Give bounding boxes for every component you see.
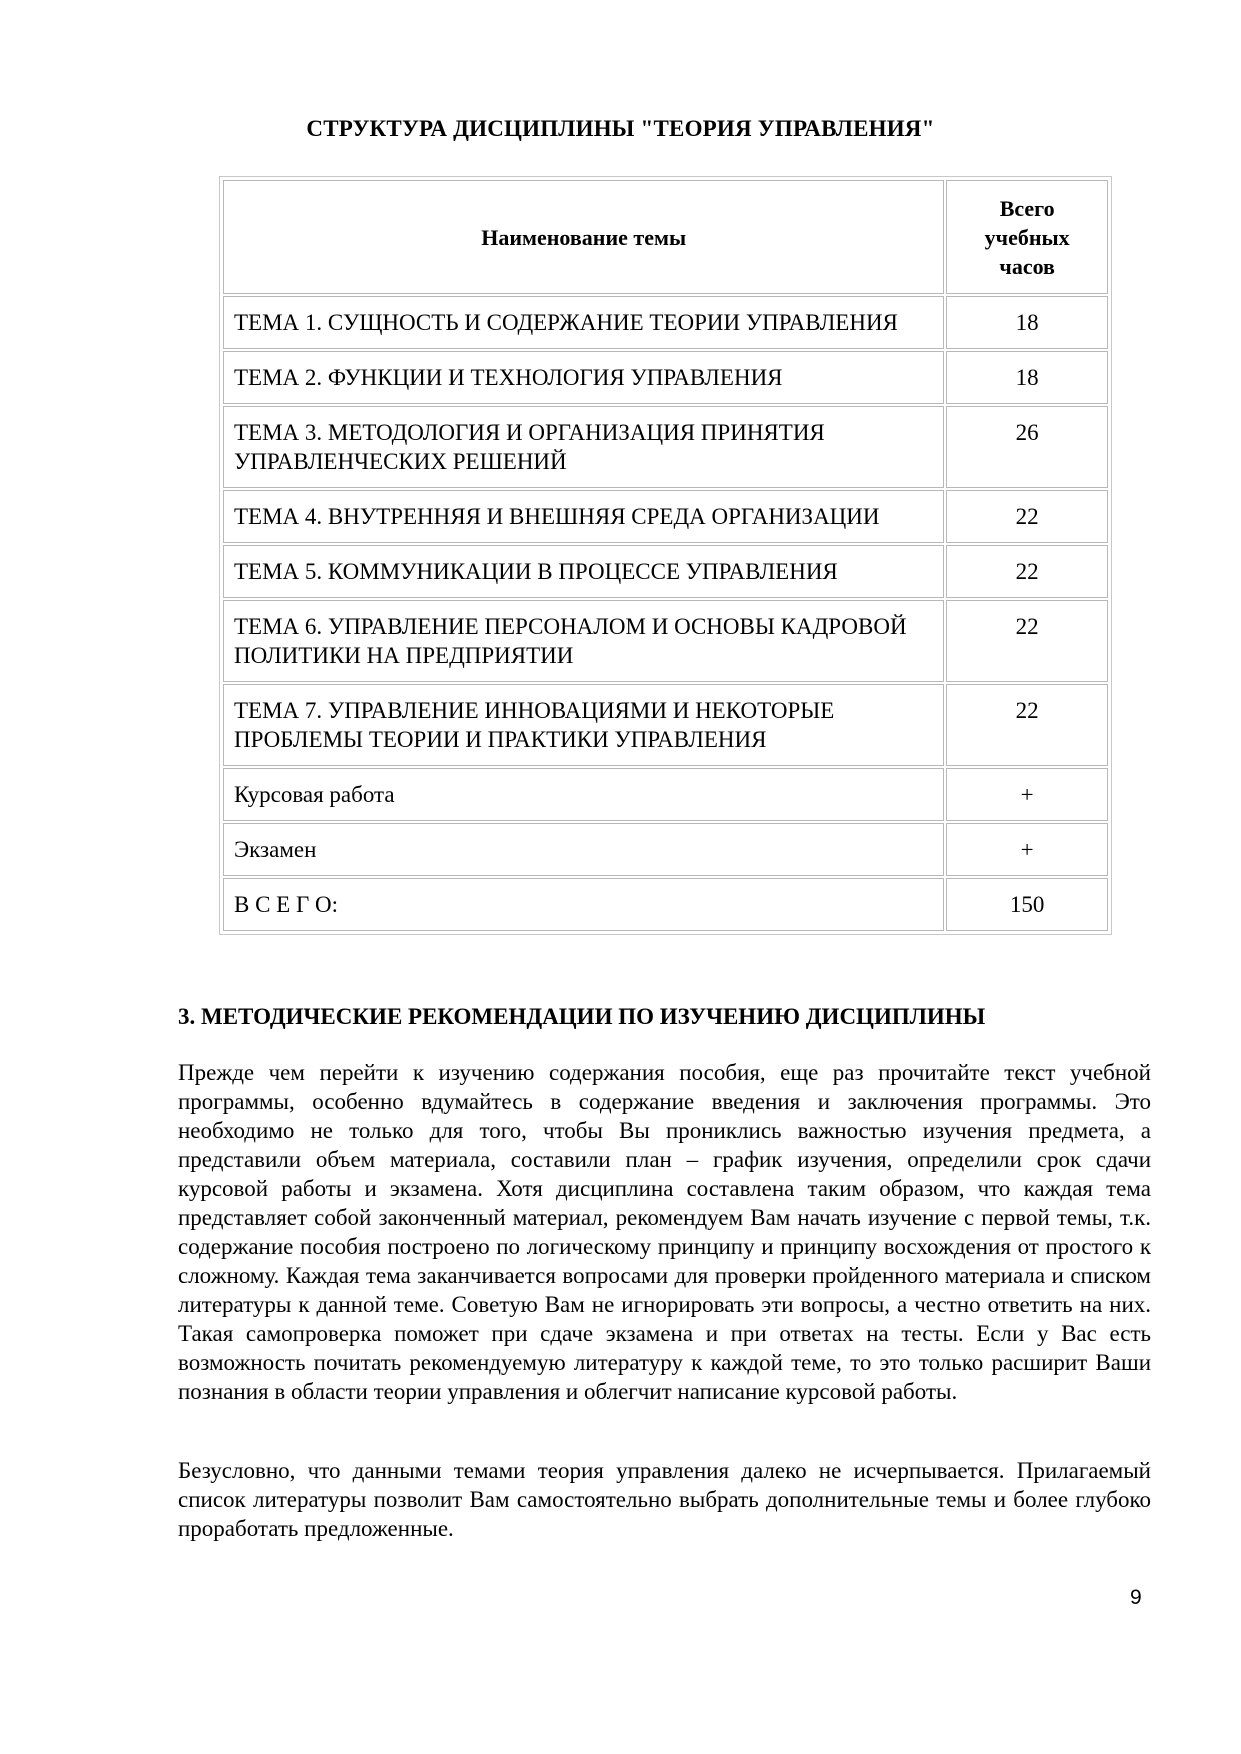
table-row [223,684,1108,766]
table-header-row [223,180,1108,294]
hours-cell: 26 [946,406,1108,488]
total-hours-cell: 150 [946,878,1108,931]
header-total-hours: Всего учебных часов [946,180,1108,294]
hours-cell: 22 [946,545,1108,598]
topic-name-cell: Экзамен [223,823,944,876]
table-total-row [223,878,1108,931]
page-number: 9 [1130,1586,1142,1609]
hours-cell: + [946,823,1108,876]
topic-name-cell: ТЕМА 5. КОММУНИКАЦИИ В ПРОЦЕССЕ УПРАВЛЕНИЯ [223,545,944,598]
hours-cell: 18 [946,296,1108,349]
table-row [223,490,1108,543]
topic-name-cell: ТЕМА 2. ФУНКЦИИ И ТЕХНОЛОГИЯ УПРАВЛЕНИЯ [223,351,944,404]
page-title: СТРУКТУРА ДИСЦИПЛИНЫ "ТЕОРИЯ УПРАВЛЕНИЯ" [306,116,935,141]
topic-name-cell: Курсовая работа [223,768,944,821]
paragraph-recommendations: Прежде чем перейти к изучению содержания пособия, еще раз прочитайте текст учебной программы, особенно вдумайтесь в содержание введения и заключения программы. Это необходимо не только для того, чтобы Вы прониклись важностью изучения предмета, а представили объем материала, составили план – график изучения, определили срок сдачи курсовой работы и экзамена. Хотя дисциплина составлена таким образом, что каждая тема представляет собой законченный материал, рекомендуем Вам начать изучение с первой темы, т.к. содержание пособия построено по логическому принципу и принципу восхождения от простого к сложному. Каждая тема заканчивается вопросами для проверки пройденного материала и списком литературы к данной теме. Советую Вам не игнорировать эти вопросы, а честно ответить на них. Такая самопроверка поможет при сдаче экзамена и при ответах на тесты. Если у Вас есть возможность почитать рекомендуемую литературу к каждой теме, то это только расширит Ваши познания в области теории управления и облегчит написание курсовой работы. [178,1060,1151,1404]
paragraph-literature: Безусловно, что данными темами теория управления далеко не исчерпывается. Прилагаемый список литературы позволит Вам самостоятельно выбрать дополнительные темы и более глубоко проработать предложенные. [178,1458,1151,1541]
hours-cell: 22 [946,600,1108,682]
table-row [223,823,1108,876]
hours-cell: 22 [946,490,1108,543]
table-row [223,351,1108,404]
table-row [223,545,1108,598]
total-label-cell: В С Е Г О: [223,878,944,931]
section-heading: 3. МЕТОДИЧЕСКИЕ РЕКОМЕНДАЦИИ ПО ИЗУЧЕНИЮ ДИСЦИПЛИНЫ [178,1004,986,1029]
topic-name-cell: ТЕМА 7. УПРАВЛЕНИЕ ИННОВАЦИЯМИ И НЕКОТОРЫЕ ПРОБЛЕМЫ ТЕОРИИ И ПРАКТИКИ УПРАВЛЕНИЯ [223,684,944,766]
table-row [223,296,1108,349]
topic-name-cell: ТЕМА 4. ВНУТРЕННЯЯ И ВНЕШНЯЯ СРЕДА ОРГАНИЗАЦИИ [223,490,944,543]
hours-cell: + [946,768,1108,821]
topic-name-cell: ТЕМА 1. СУЩНОСТЬ И СОДЕРЖАНИЕ ТЕОРИИ УПРАВЛЕНИЯ [223,296,944,349]
table-row [223,600,1108,682]
hours-cell: 18 [946,351,1108,404]
table-row [223,768,1108,821]
header-topic-name: Наименование темы [223,180,944,294]
topic-name-cell: ТЕМА 6. УПРАВЛЕНИЕ ПЕРСОНАЛОМ И ОСНОВЫ КАДРОВОЙ ПОЛИТИКИ НА ПРЕДПРИЯТИИ [223,600,944,682]
hours-cell: 22 [946,684,1108,766]
topic-name-cell: ТЕМА 3. МЕТОДОЛОГИЯ И ОРГАНИЗАЦИЯ ПРИНЯТИЯ УПРАВЛЕНЧЕСКИХ РЕШЕНИЙ [223,406,944,488]
table-row [223,406,1108,488]
discipline-structure-table [219,176,1112,935]
